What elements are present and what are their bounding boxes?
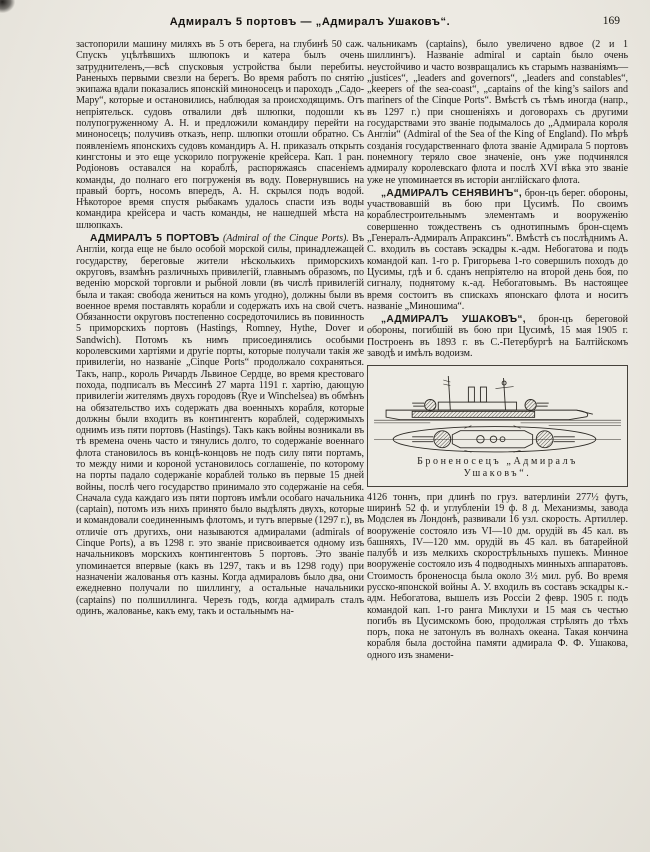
entry-heading: АДМИРАЛЪ 5 ПОРТОВЪ xyxy=(90,233,220,245)
paragraph: чальникамъ (captains), было увеличено вдвое (2 и 1 шиллингъ). Названіе admiral и captain было очень неустойчиво и часто возвращались къ старымъ названіямъ—„justices“, „leaders and governors“, „leaders and constables“, „keepers of the sea-coast“, „captains of the king’s sailors and mariners of the Cinque Ports“. Вмѣстѣ съ тѣмъ иногда (напр., въ 1297 г.) при сношеніяхъ и договорахъ съ другими государствами это званіе подымалось до „Адмирала короля Англіи“ (Admiral of the Sea of the King of England). По мѣрѣ созданія государственнаго флота званіе Адмирала 5 портовъ понемногу теряло свое значеніе, онъ уже подчинялся адмиралу королевскаго флота и послѣ XVI вѣка это званіе уже не упоминается въ исторіи англійскаго флота. xyxy=(367,39,628,186)
paragraph: застопорили машину миляхъ въ 5 отъ берега, на глубинѣ 50 саж. Спускъ уцѣлѣвшихъ шлюпокъ и катера былъ очень затруднителенъ,—всѣ спусковыя устройства были перебиты. Раненыхъ первыми свезли на берегъ. Во время работъ по снятію экипажа вдали показались японскій миноносецъ и пароходъ „Садо-Мару“, которые и остановились, наблюдая за происходящимъ. Отъ непріятельск. судовъ отвалили двѣ шлюпки, подошли къ полупогруженному А. Н. и предложили командиру перейти на миноносецъ; получивъ отказъ, непр. шлюпки отошли обратно. Съ появленіемъ японскихъ судовъ командиръ А. Н. приказалъ открыть кингстоны и это еще ускорило погруженіе крейсера. Кап. 1 ран. Родіоновъ оставался на кораблѣ, распоряжаясь спасеніемъ команды, до полнаго его погруженія въ воду. Повернувшись на правый бортъ, носомъ впередъ, А. Н. скрылся подъ водой. Нѣкоторое время спустя рыбакамъ удалось спасти изъ воды командира крейсера и часть команды, не нашедшей мѣста на шлюпкахъ. xyxy=(76,39,364,231)
ship-figure xyxy=(367,365,628,486)
column-right xyxy=(367,39,628,661)
entry-heading: „АДМИРАЛЪ СЕНЯВИНЪ“, xyxy=(381,187,522,199)
page-number: 169 xyxy=(602,15,620,27)
entry-heading: „АДМИРАЛЪ УШАКОВЪ“, xyxy=(381,314,526,326)
battleship-illustration xyxy=(372,374,623,452)
ship-plan-view xyxy=(374,426,621,453)
figure-caption xyxy=(372,456,623,481)
article-entry: „АДМИРАЛЪ УШАКОВЪ“, брон-цъ береговой обороны, погибшій въ бою при Цусимѣ, 15 мая 1905 г. Построенъ въ 1893 г. въ С.-Петербургѣ на Балтійскомъ заводѣ и имѣлъ водоизм. xyxy=(367,314,628,360)
column-left xyxy=(76,39,364,617)
ink-blotch xyxy=(0,0,15,13)
figure-caption-line2: Ушаковъ“. xyxy=(463,468,532,480)
article-entry: АДМИРАЛЪ 5 ПОРТОВЪ (Admiral of the Cinque Ports). Въ Англіи, когда еще не было особой морской силы, принадлежащей государству, береговые жители нѣсколькихъ приморскихъ округовъ, взамѣнъ различныхъ привилегій, главнымъ образомъ, по веденію морской торговли и рыбной ловли (въ числѣ привилегій была и такая: свобода жениться на комъ угодно), должны были въ военное время поставлять корабли и содержать ихъ на свой счетъ. Обязанности округовъ постепенно сосредоточились въ повинность 5 приморскихъ портовъ (Hastings, Romney, Hythe, Dover и Sandwich). Потомъ къ нимъ присоединялись особыми королевскими хартіями и другіе порты, которые получали такія же привилегіи, но названіе „Cinque Ports“ продолжало сохраняться. Такъ, напр., король Ричардъ Львиное Сердце, во время крестоваго похода, подписалъ въ Мессинѣ 27 марта 1191 г. хартію, дающую привилегіи жителямъ двухъ городовъ (Rye и Winchelsea) въ обмѣнъ на обязательство ихъ содержать два военныхъ корабля, которые должны были входить въ контингентъ кораблей, содержимыхъ однимъ изъ пяти портовъ (Hastings). Такъ какъ войны возникали въ тѣ времена очень часто и тянулись долго, то содержаніе военнаго флота становилось въ концѣ-концовъ не подъ силу пяти портамъ, то между ними и короной установилось соглашеніе, по которому на порты падало содержаніе кораблей только въ первые 15 дней войны, послѣ чего государство принимало это содержаніе на себя. Сначала суда каждаго изъ пяти портовъ имѣли особаго начальника (captain), потомъ изъ нихъ принято было выдѣлять двухъ, которые и командовали соединеннымъ флотомъ, и тутъ впервые (1297 г.), въ отличіе отъ другихъ, они называются адмиралами (admirals of Cinque Ports), а въ 1298 г. это званіе присвоивается одному изъ начальниковъ морскихъ контингентовъ 5 портовъ. Это званіе упоминается впервые (какъ въ 1297, такъ и въ 1298 году) при назначеніи жалованья отъ казны. Когда адмираловъ было два, они ежедневно получали по шиллингу, а остальные начальники (captains) по полшиллинга. Черезъ годъ, когда адмиралъ сталъ одинъ, жалованье, какъ ему, такъ и остальнымъ на- xyxy=(76,233,365,617)
article-entry: „АДМИРАЛЪ СЕНЯВИНЪ“, брон-цъ берег. обороны, участвовавшій въ бою при Цусимѣ. По своимъ кораблестроительнымъ элементамъ и вооруженію совершенно тождественъ съ однотипнымъ брон-сцемъ „Генералъ-Адмиралъ Апраксинъ“. Вмѣстѣ съ послѣднимъ А. С. входилъ въ составъ эскадры к.-адм. Небогатова и подъ командой кап. 1-го р. Григорьева 1-го совершилъ походъ до Цусимы, гдѣ и б. сданъ непріятелю на второй день боя, по сигналу, поднятому к.-ад. Небогатовымъ. Въ настоящее время состоитъ въ спискахъ японскаго флота и носитъ названіе „Миношима“. xyxy=(367,187,629,312)
paragraph: 4126 тоннъ, при длинѣ по груз. ватерлиніи 277½ футъ, ширинѣ 52 ф. и углубленіи 19 ф. 8 д. Механизмы, завода Модслея въ Лондонѣ, развивали 16 узл. скорость. Артиллер. вооруженіе состояло изъ VI—10 дм. орудій въ 45 кал. въ башняхъ, IV—120 мм. орудій въ 45 кал. въ батарейной палубѣ и изъ мелкихъ скорострѣльныхъ пушекъ. Минное вооруженіе состояло изъ 4 подводныхъ минныхъ аппаратовъ. Стоимость броненосца была около 3½ мил. руб. Во время русско-японской войны А. У. входилъ въ составъ эскадры к.-адм. Небогатова, вышелъ изъ Россіи 2 февр. 1905 г. подъ командой кап. 1-го ранга Миклухи и 15 мая съ честью погибъ въ Цусимскомъ бою, продолжая стрѣлять до тѣхъ поръ, пока не затонулъ въ волнахъ океана. Такая кончина корабля была достойна памяти адмирала Ф. Ф. Ушакова, одного изъ знамени- xyxy=(367,491,628,661)
ship-side-view xyxy=(374,376,621,425)
entry-heading-latin: (Admiral of the Cinque Ports). xyxy=(222,233,349,245)
running-head-title: Адмиралъ 5 портовъ — „Адмиралъ Ушаковъ“. xyxy=(169,16,451,28)
figure-caption-line1: Броненосецъ „Адмиралъ xyxy=(417,455,578,467)
